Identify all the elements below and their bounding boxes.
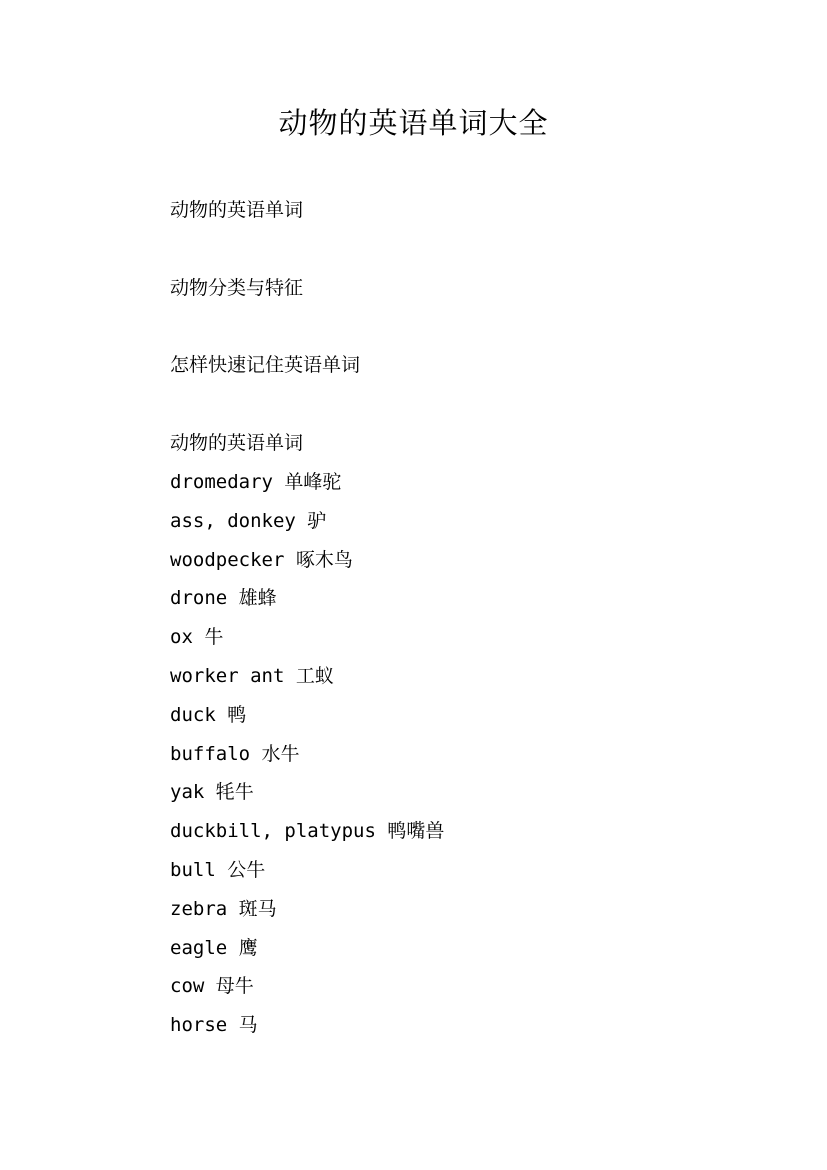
vocabulary-entry: ass, donkey 驴 bbox=[170, 509, 327, 532]
vocabulary-entry: yak 牦牛 bbox=[170, 781, 254, 804]
vocabulary-entry: duck 鸭 bbox=[170, 703, 247, 726]
vocabulary-entry: horse 马 bbox=[170, 1014, 258, 1037]
toc-item-memorize-words: 怎样快速记住英语单词 bbox=[170, 354, 361, 376]
vocabulary-entry: duckbill, platypus 鸭嘴兽 bbox=[170, 820, 445, 843]
vocabulary-list bbox=[170, 468, 444, 1050]
vocabulary-entry: bull 公牛 bbox=[170, 858, 266, 881]
toc-item-animal-words: 动物的英语单词 bbox=[170, 199, 304, 221]
vocabulary-entry: ox 牛 bbox=[170, 626, 224, 649]
vocabulary-entry: zebra 斑马 bbox=[170, 897, 277, 920]
vocabulary-entry: worker ant 工蚁 bbox=[170, 664, 334, 687]
section-heading-animal-words: 动物的英语单词 bbox=[170, 432, 304, 454]
vocabulary-entry: buffalo 水牛 bbox=[170, 742, 300, 765]
vocabulary-entry: drone 雄蜂 bbox=[170, 587, 277, 610]
vocabulary-entry: eagle 鹰 bbox=[170, 936, 258, 959]
vocabulary-entry: woodpecker 啄木鸟 bbox=[170, 548, 353, 571]
vocabulary-entry: cow 母牛 bbox=[170, 975, 254, 998]
toc-item-animal-classification: 动物分类与特征 bbox=[170, 277, 304, 299]
vocabulary-entry: dromedary 单峰驼 bbox=[170, 471, 342, 493]
document-title: 动物的英语单词大全 bbox=[278, 106, 549, 140]
